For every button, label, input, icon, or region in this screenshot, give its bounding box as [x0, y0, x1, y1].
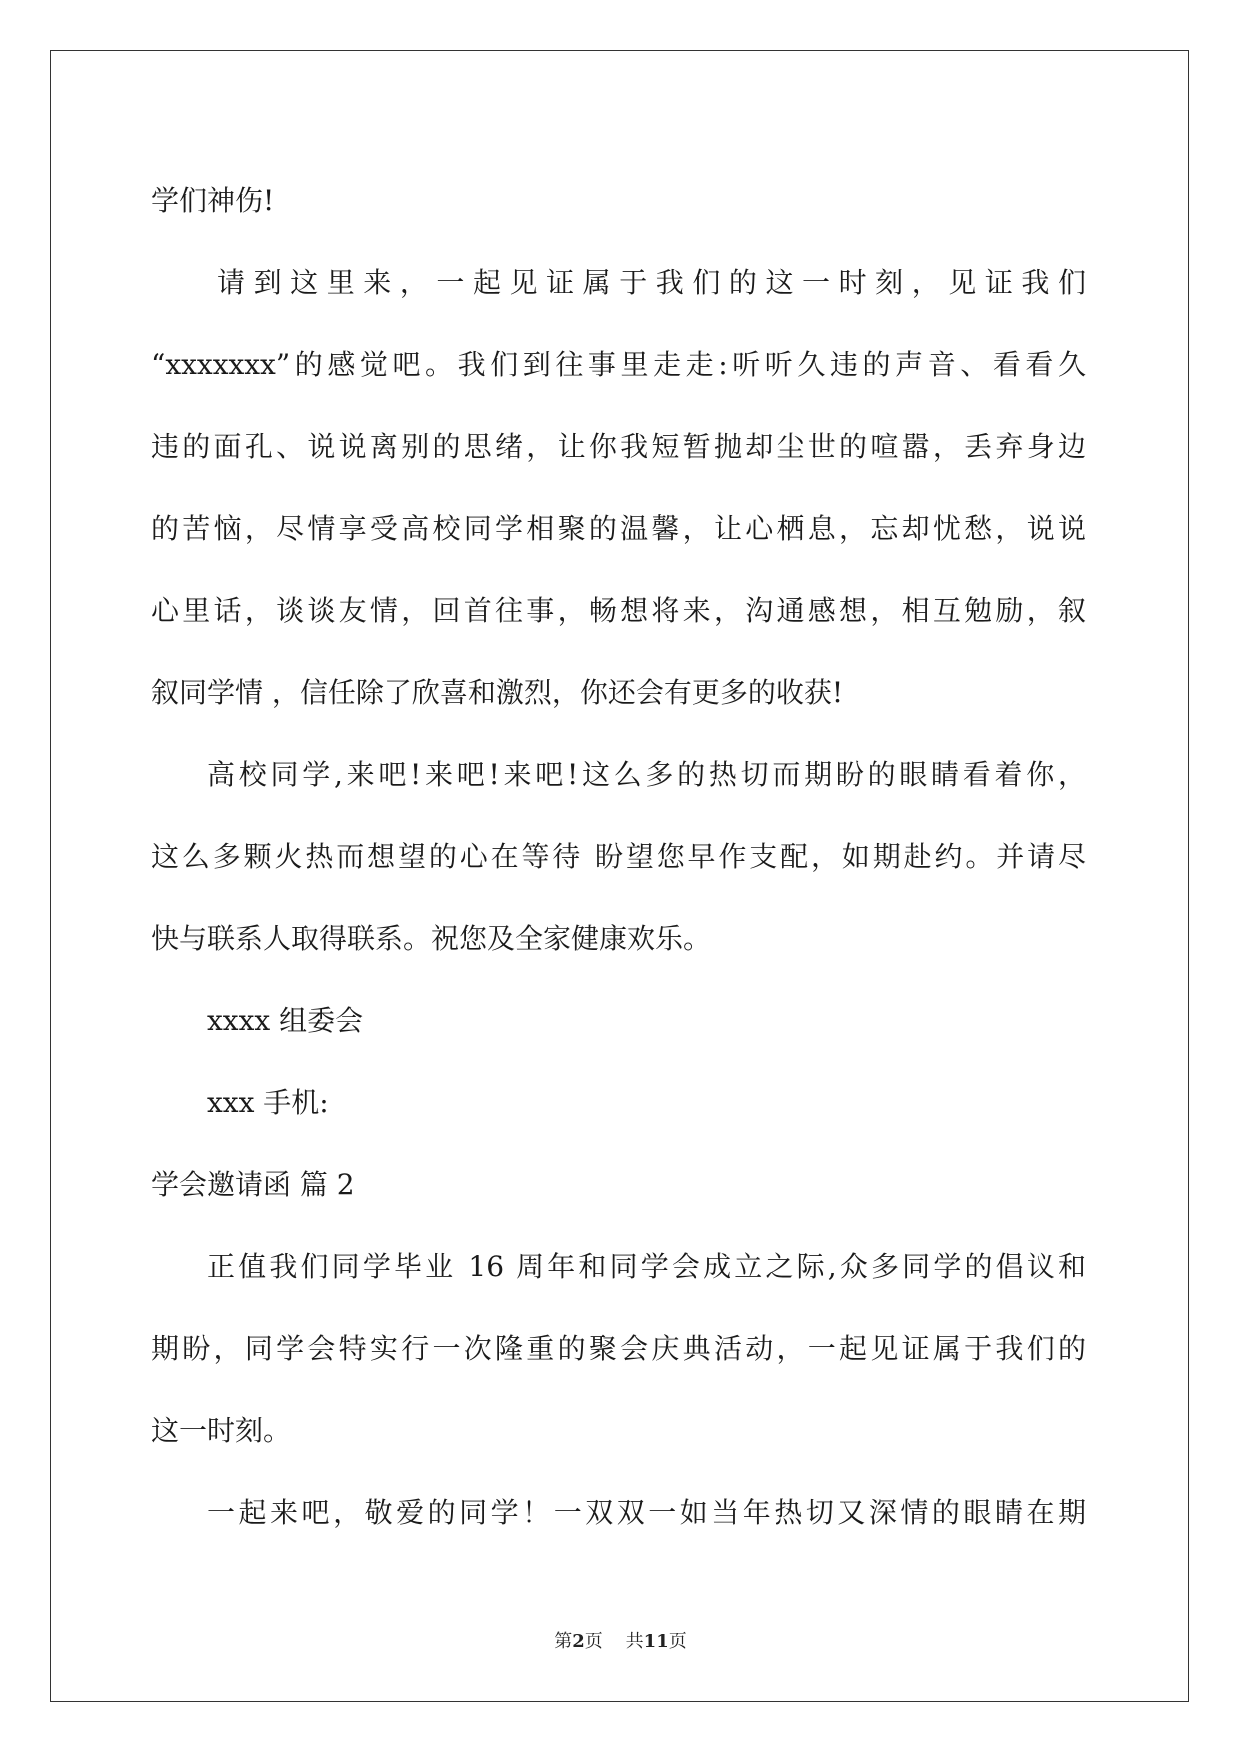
page-footer [0, 1627, 1241, 1653]
text-line: 这么多颗火热而想望的心在等待 盼望您早作支配，如期赴约。并请尽 [151, 840, 1086, 873]
text-line: 高校同学,来吧!来吧!来吧!这么多的热切而期盼的眼睛看着你， [207, 758, 1086, 791]
text-line: 快与联系人取得联系。祝您及全家健康欢乐。 [151, 922, 712, 955]
signature-committee: xxxx 组委会 [207, 1004, 364, 1037]
footer-total-pages: 11 [643, 1631, 669, 1652]
text-line: 正值我们同学毕业 16 周年和同学会成立之际,众多同学的倡议和 [207, 1250, 1086, 1283]
text-line: 这一时刻。 [151, 1414, 292, 1447]
footer-total-prefix: 共 [625, 1631, 644, 1652]
text-line: 违的面孔、说说离别的思绪，让你我短暂抛却尘世的喧嚣，丢弃身边 [151, 430, 1086, 463]
text-line: “xxxxxxx”的感觉吧。我们到往事里走走:听听久违的声音、看看久 [151, 348, 1086, 381]
text-line: 叙同学情 ，信任除了欣喜和激烈，你还会有更多的收获! [151, 676, 844, 709]
section-heading: 学会邀请函 篇 2 [151, 1168, 355, 1201]
footer-total-suffix: 页 [668, 1631, 687, 1652]
footer-page-prefix: 第 [554, 1631, 573, 1652]
footer-page-number: 2 [572, 1631, 585, 1652]
text-line: 请到这里来，一起见证属于我们的这一时刻，见证我们 [217, 266, 1086, 299]
contact-phone: xxx 手机: [207, 1086, 329, 1119]
text-line: 期盼，同学会特实行一次隆重的聚会庆典活动，一起见证属于我们的 [151, 1332, 1086, 1365]
text-line: 的苦恼，尽情享受高校同学相聚的温馨，让心栖息，忘却忧愁，说说 [151, 512, 1086, 545]
text-line: 学们神伤! [151, 184, 275, 217]
text-line: 心里话，谈谈友情，回首往事，畅想将来，沟通感想，相互勉励，叙 [151, 594, 1086, 627]
footer-page-label: 页 [584, 1631, 603, 1652]
document-body [151, 160, 1086, 1554]
text-line: 一起来吧，敬爱的同学！一双双一如当年热切又深情的眼睛在期 [207, 1496, 1086, 1529]
